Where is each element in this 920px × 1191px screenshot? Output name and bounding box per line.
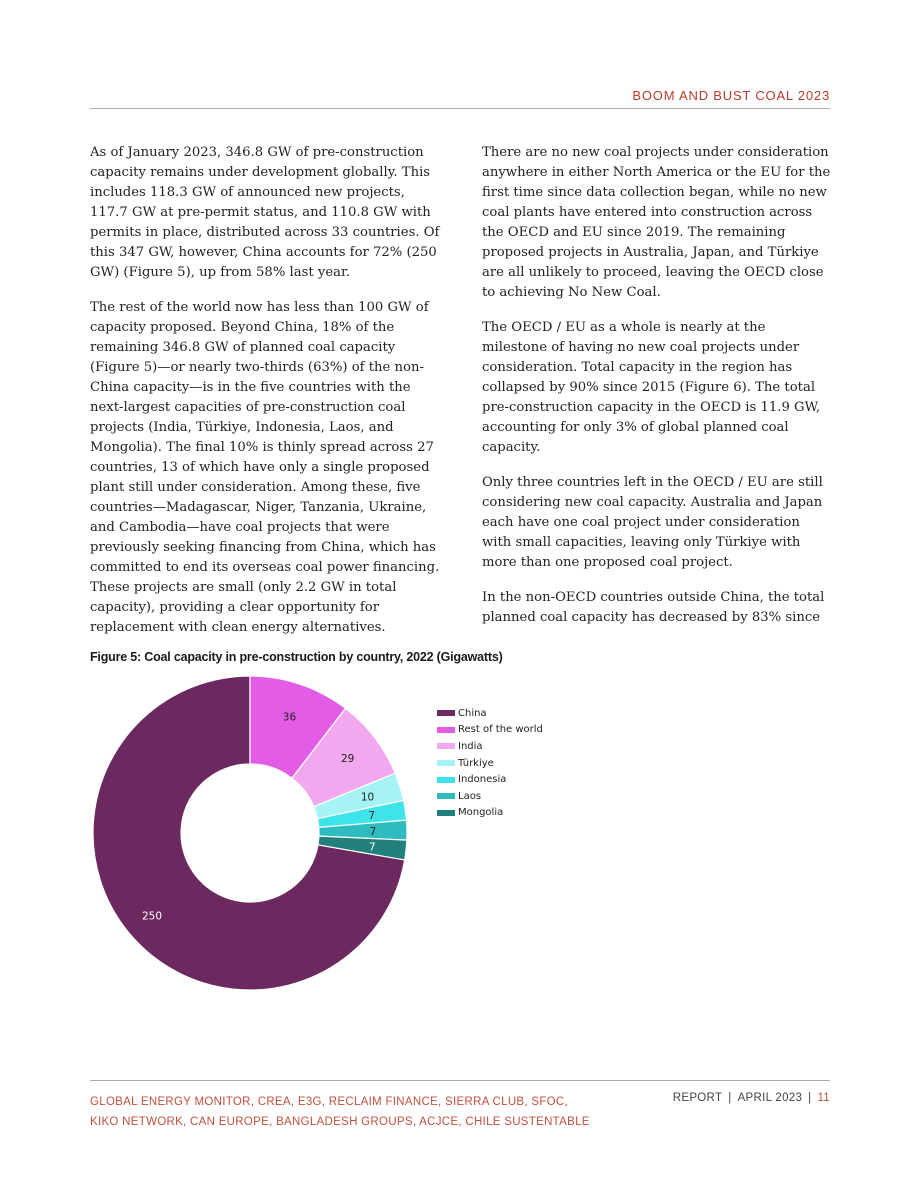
header-divider	[90, 108, 830, 109]
footer-divider	[90, 1080, 830, 1081]
footer-org-line-1: GLOBAL ENERGY MONITOR, CREA, E3G, RECLAIM FINANCE, SIERRA CLUB, SFOC,	[90, 1096, 569, 1108]
legend-label: India	[458, 740, 483, 752]
right-column	[482, 143, 832, 643]
right-paragraph-2: The OECD / EU as a whole is nearly at the milestone of having no new coal projects under consideration. Total capacity in the region has collapsed by 90% since 2015 (Figure 6). The total pre-construction capacity in the OECD is 11.9 GW, accounting for only 3% of global planned coal capacity.	[482, 320, 821, 455]
footer-separator: |	[728, 1092, 732, 1104]
page-number: 11	[817, 1092, 830, 1104]
footer-report-label: REPORT	[672, 1092, 723, 1104]
legend-item-t-rkiye	[437, 755, 543, 772]
chart-legend	[437, 705, 543, 821]
legend-swatch	[437, 727, 455, 733]
donut-chart	[90, 670, 420, 1000]
legend-swatch	[437, 810, 455, 816]
legend-item-india	[437, 738, 543, 755]
slice-label-laos: 7	[369, 825, 377, 838]
footer-page-info	[673, 1092, 830, 1104]
legend-item-laos	[437, 788, 543, 805]
legend-label: Indonesia	[458, 774, 507, 786]
footer-separator: |	[808, 1092, 812, 1104]
right-paragraph-1: There are no new coal projects under consideration anywhere in either North America or the EU for the first time since data collection began, while no new coal plants have entered into construction across the OECD and EU since 2019. The remaining proposed projects in Australia, Japan, and Türkiye are all unlikely to proceed, leaving the OECD close to achieving No New Coal.	[482, 145, 831, 300]
figure-caption: Figure 5: Coal capacity in pre-construction by country, 2022 (Gigawatts)	[90, 650, 503, 664]
legend-label: Laos	[458, 790, 482, 802]
footer-date: APRIL 2023	[737, 1092, 803, 1104]
slice-label-indonesia: 7	[368, 810, 376, 823]
slice-label-t-rkiye: 10	[360, 791, 375, 804]
right-paragraph-4: In the non-OECD countries outside China, the total planned coal capacity has decreased by 83% since	[482, 590, 825, 625]
left-paragraph-2: The rest of the world now has less than 100 GW of capacity proposed. Beyond China, 18% of the remaining 346.8 GW of planned coal capacity (Figure 5)—or nearly two-thirds (63%) of the non-China capacity—is in the five countries with the next-largest capacities of pre-construction coal projects (India, Türkiye, Indonesia, Laos, and Mongolia). The final 10% is thinly spread across 27 countries, 13 of which have only a single proposed plant still under consideration. Among these, five countries—Madagascar, Niger, Tanzania, Ukraine, and Cambodia—have coal projects that were previously seeking financing from China, which has committed to end its overseas coal power financing. These projects are small (only 2.2 GW in total capacity), providing a clear opportunity for replacement with clean energy alternatives.	[90, 300, 440, 635]
legend-label: Mongolia	[458, 807, 504, 819]
legend-swatch	[437, 793, 455, 799]
left-column	[90, 143, 440, 653]
legend-swatch	[437, 760, 455, 766]
legend-swatch	[437, 777, 455, 783]
legend-item-rest-of-the-world	[437, 722, 543, 739]
legend-item-mongolia	[437, 805, 543, 822]
legend-swatch	[437, 710, 455, 716]
legend-label: China	[458, 707, 487, 719]
legend-item-indonesia	[437, 771, 543, 788]
slice-label-rest-of-the-world: 36	[282, 711, 297, 724]
legend-label: Rest of the world	[458, 724, 543, 736]
legend-swatch	[437, 743, 455, 749]
slice-label-china: 250	[142, 910, 163, 923]
running-header: BOOM AND BUST COAL 2023	[632, 88, 830, 103]
slice-label-india: 29	[340, 753, 355, 766]
right-paragraph-3: Only three countries left in the OECD / EU are still considering new coal capacity. Australia and Japan each have one coal project under consideration with small capacities, leaving only Türkiye with more than one proposed coal project.	[482, 475, 823, 570]
footer-organizations	[90, 1092, 590, 1132]
left-paragraph-1: As of January 2023, 346.8 GW of pre-construction capacity remains under development globally. This includes 118.3 GW of announced new projects, 117.7 GW at pre-permit status, and 110.8 GW with permits in place, distributed across 33 countries. Of this 347 GW, however, China accounts for 72% (250 GW) (Figure 5), up from 58% last year.	[90, 145, 440, 280]
legend-item-china	[437, 705, 543, 722]
footer-org-line-2: KIKO NETWORK, CAN EUROPE, BANGLADESH GROUPS, ACJCE, CHILE SUSTENTABLE	[90, 1116, 590, 1128]
slice-label-mongolia: 7	[368, 841, 376, 854]
legend-label: Türkiye	[458, 757, 494, 769]
